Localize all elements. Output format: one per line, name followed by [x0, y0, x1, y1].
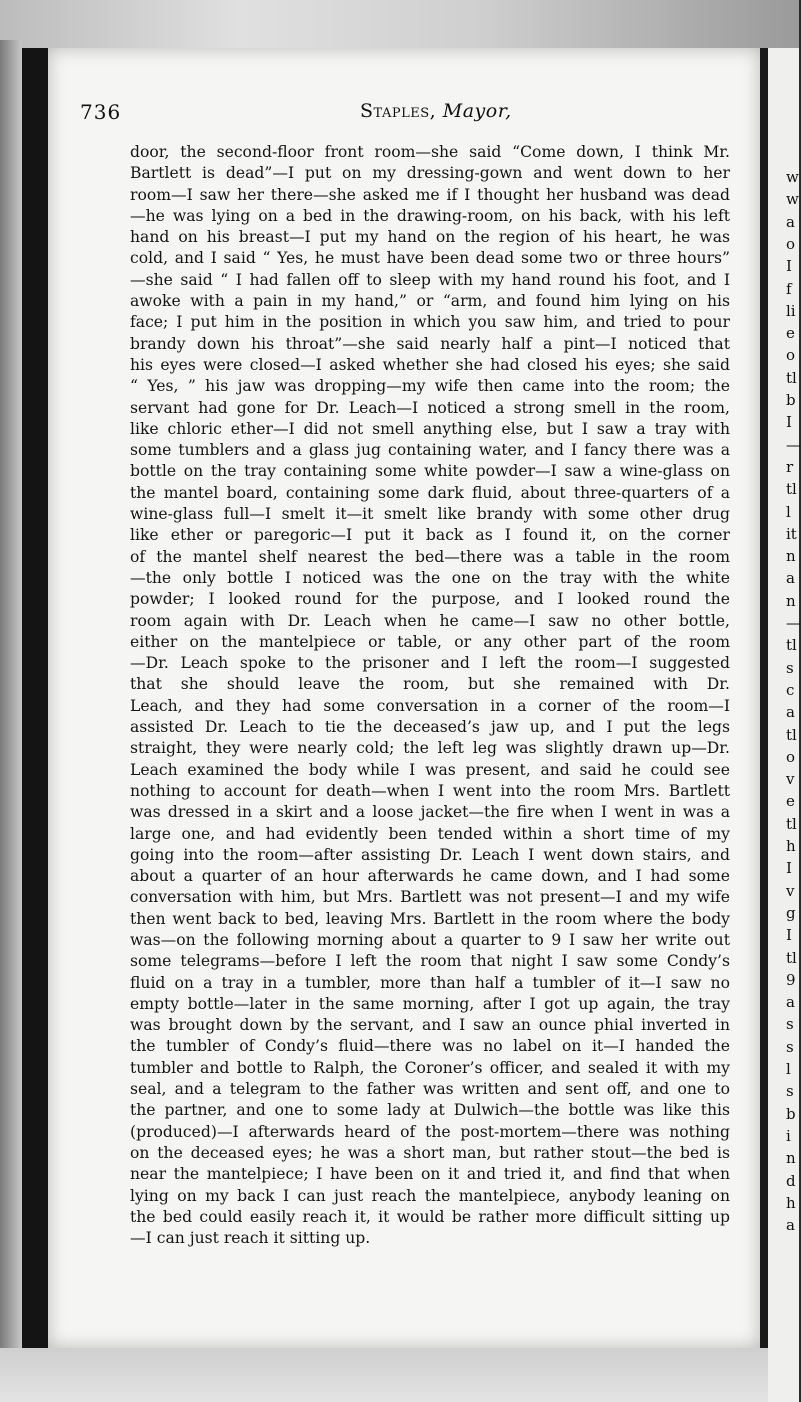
facing-page-fragment: s — [786, 1082, 794, 1101]
text-line: assisted Dr. Leach to tie the deceased’s jaw up, and I put the legs — [130, 718, 730, 737]
text-line: door, the second-floor front room—she said “Come down, I think Mr. — [130, 143, 730, 161]
text-line: was brought down by the servant, and I saw an ounce phial inverted in — [130, 1016, 730, 1035]
text-line: on the deceased eyes; he was a short man, but rather stout—the bed is — [130, 1143, 730, 1162]
text-line: the tumbler of Condy’s fluid—there was no label on it—I handed the — [130, 1037, 730, 1056]
facing-page-fragment: I — [786, 859, 792, 878]
text-line: servant had gone for Dr. Leach—I noticed a strong smell in the room, — [130, 398, 730, 417]
text-line: powder; I looked round for the purpose, and I looked round the — [130, 590, 730, 609]
text-line: —Dr. Leach spoke to the prisoner and I left the room—I suggested — [130, 654, 730, 673]
facing-page-fragment: l — [786, 502, 791, 521]
facing-page-fragment: it — [786, 524, 797, 543]
facing-page-fragment: li — [786, 301, 796, 320]
text-line: cold, and I said “ Yes, he must have been dead some two or three hours” — [130, 249, 730, 268]
text-line: bottle on the tray containing some white powder—I saw a wine-glass on — [130, 462, 730, 481]
page-number: 736 — [80, 100, 122, 124]
facing-page-fragment: g — [786, 903, 796, 922]
facing-page-fragment: a — [786, 1216, 795, 1235]
text-line: awoke with a pain in my hand,” or “arm, and found him lying on his — [130, 292, 730, 311]
facing-page-fragment: o — [786, 234, 796, 253]
facing-page-fragment: 9 — [786, 970, 796, 989]
facing-page-fragment: n — [786, 1149, 796, 1168]
scan-bottom-margin — [0, 1348, 768, 1402]
text-line: room again with Dr. Leach when he came—I saw no other bottle, — [130, 611, 730, 630]
facing-page-fragment: h — [786, 837, 796, 855]
facing-page-fragment: v — [786, 881, 795, 900]
text-line: (produced)—I afterwards heard of the post-mortem—there was nothing — [130, 1122, 730, 1141]
text-line: “ Yes, ” his jaw was dropping—my wife then came into the room; the — [130, 377, 730, 396]
book-binding-shadow — [22, 48, 48, 1348]
facing-page-fragment: tl — [786, 636, 797, 655]
text-line: his eyes were closed—I asked whether she had closed his eyes; she said — [130, 355, 730, 374]
text-line: —I can just reach it sitting up. — [130, 1229, 371, 1248]
text-line: wine-glass full—I smelt it—it smelt like brandy with some other drug — [130, 505, 730, 524]
text-line: of the mantel shelf nearest the bed—there was a table in the room — [130, 547, 730, 566]
running-head-name: Staples, — [360, 100, 437, 122]
facing-page-fragment: n — [786, 547, 796, 566]
text-line: empty bottle—later in the same morning, after I got up again, the tray — [130, 994, 730, 1013]
facing-page-fragment: n — [786, 591, 796, 610]
text-line: about a quarter of an hour afterwards he came down, and I had some — [130, 867, 730, 886]
text-line: the partner, and one to some lady at Dulwich—the bottle was like this — [130, 1101, 730, 1120]
facing-page-fragment: b — [786, 1104, 796, 1123]
text-line: conversation with him, but Mrs. Bartlett was not present—I and my wife — [130, 888, 730, 907]
facing-page-fragment: o — [786, 346, 796, 365]
book-gutter — [760, 48, 768, 1368]
facing-page-fragment: s — [786, 658, 794, 677]
text-line: then went back to bed, leaving Mrs. Bartlett in the room where the body — [130, 909, 730, 928]
facing-page-fragment: w — [786, 190, 799, 209]
facing-page-fragment: tl — [786, 368, 797, 387]
text-line: Leach examined the body while I was present, and said he could see — [130, 760, 730, 779]
facing-page-fragment: f — [786, 279, 792, 298]
facing-page-fragment: d — [786, 1171, 796, 1190]
facing-page-fragment: r — [786, 457, 794, 476]
text-line: room—I saw her there—she asked me if I thought her husband was dead — [130, 185, 730, 204]
facing-page-fragment: i — [786, 1126, 791, 1145]
facing-page-fragment: h — [786, 1193, 796, 1212]
facing-page-fragment: a — [786, 212, 795, 231]
facing-page-fragment: c — [786, 680, 795, 699]
page-header — [80, 100, 720, 128]
facing-page-fragment: tl — [786, 725, 797, 744]
facing-page-fragment: s — [786, 1015, 794, 1034]
text-line: lying on my back I can just reach the mantelpiece, anybody leaning on — [130, 1186, 730, 1205]
facing-page-fragment: I — [786, 926, 792, 945]
facing-page-fragment: a — [786, 569, 795, 588]
scan-top-margin — [0, 0, 799, 48]
text-line: the bed could easily reach it, it would be rather more difficult sitting up — [130, 1207, 730, 1226]
facing-page-fragment: e — [786, 792, 795, 811]
text-line: seal, and a telegram to the father was written and sent off, and one to — [130, 1080, 730, 1099]
facing-page-fragment: w — [786, 168, 799, 186]
facing-page-fragment: l — [786, 1060, 791, 1078]
scan-left-edge — [0, 40, 22, 1402]
facing-page-fragment: tl — [786, 480, 797, 499]
facing-page-fragment: tl — [786, 814, 797, 833]
text-line: —she said “ I had fallen off to sleep with my hand round his foot, and I — [130, 270, 730, 289]
text-line: brandy down his throat”—she said nearly half a pint—I noticed that — [130, 334, 730, 353]
facing-page-fragment: v — [786, 770, 795, 789]
running-head — [360, 100, 512, 122]
facing-page-fragment: tl — [786, 948, 797, 967]
facing-page-fragment: a — [786, 993, 795, 1012]
text-line: was—on the following morning about a quarter to 9 I saw her write out — [130, 930, 730, 949]
facing-page-fragment: — — [786, 435, 801, 454]
text-line: some telegrams—before I left the room that night I saw some Condy’s — [130, 952, 730, 971]
facing-page-fragment: I — [786, 257, 792, 276]
text-line: some tumblers and a glass jug containing water, and I fancy there was a — [130, 441, 730, 460]
text-line: hand on his breast—I put my hand on the region of his heart, he was — [130, 228, 730, 247]
text-line: was dressed in a skirt and a loose jacket—the fire when I went in was a — [130, 803, 730, 822]
text-line: that she should leave the room, but she remained with Dr. — [130, 675, 730, 694]
text-line: going into the room—after assisting Dr. Leach I went down stairs, and — [130, 845, 730, 864]
facing-page-fragment: s — [786, 1037, 794, 1056]
facing-page-fragment: e — [786, 324, 795, 343]
facing-page-fragment: a — [786, 703, 795, 722]
facing-page-fragment: b — [786, 391, 796, 409]
facing-page-fragment: — — [786, 614, 801, 632]
facing-page-fragment: I — [786, 413, 792, 432]
text-line: large one, and had evidently been tended within a short time of my — [130, 824, 730, 843]
text-line: Bartlett is dead”—I put on my dressing-gown and went down to her — [130, 164, 730, 183]
text-line: straight, they were nearly cold; the left leg was slightly drawn up—Dr. — [130, 739, 730, 758]
facing-page-fragment: o — [786, 747, 796, 766]
text-line: like chloric ether—I did not smell anything else, but I saw a tray with — [130, 419, 730, 438]
facing-page-edge — [768, 48, 799, 1402]
text-line: near the mantelpiece; I have been on it and tried it, and find that when — [130, 1165, 730, 1184]
text-line: either on the mantelpiece or table, or any other part of the room — [130, 632, 730, 651]
text-line: the mantel board, containing some dark fluid, about three-quarters of a — [130, 483, 730, 502]
text-line: —the only bottle I noticed was the one on the tray with the white — [130, 568, 730, 587]
text-line: fluid on a tray in a tumbler, more than half a tumbler of it—I saw no — [130, 973, 730, 992]
testimony-text — [130, 142, 730, 1249]
text-line: tumbler and bottle to Ralph, the Coroner’s officer, and sealed it with my — [130, 1058, 730, 1077]
running-head-title: Mayor, — [442, 100, 512, 122]
text-line: Leach, and they had some conversation in a corner of the room—I — [130, 696, 730, 715]
text-line: —he was lying on a bed in the drawing-room, on his back, with his left — [130, 206, 730, 225]
text-line: nothing to account for death—when I went into the room Mrs. Bartlett — [130, 781, 730, 800]
text-line: like ether or paregoric—I put it back as I found it, on the corner — [130, 526, 730, 545]
text-line: face; I put him in the position in which you saw him, and tried to pour — [130, 313, 730, 332]
